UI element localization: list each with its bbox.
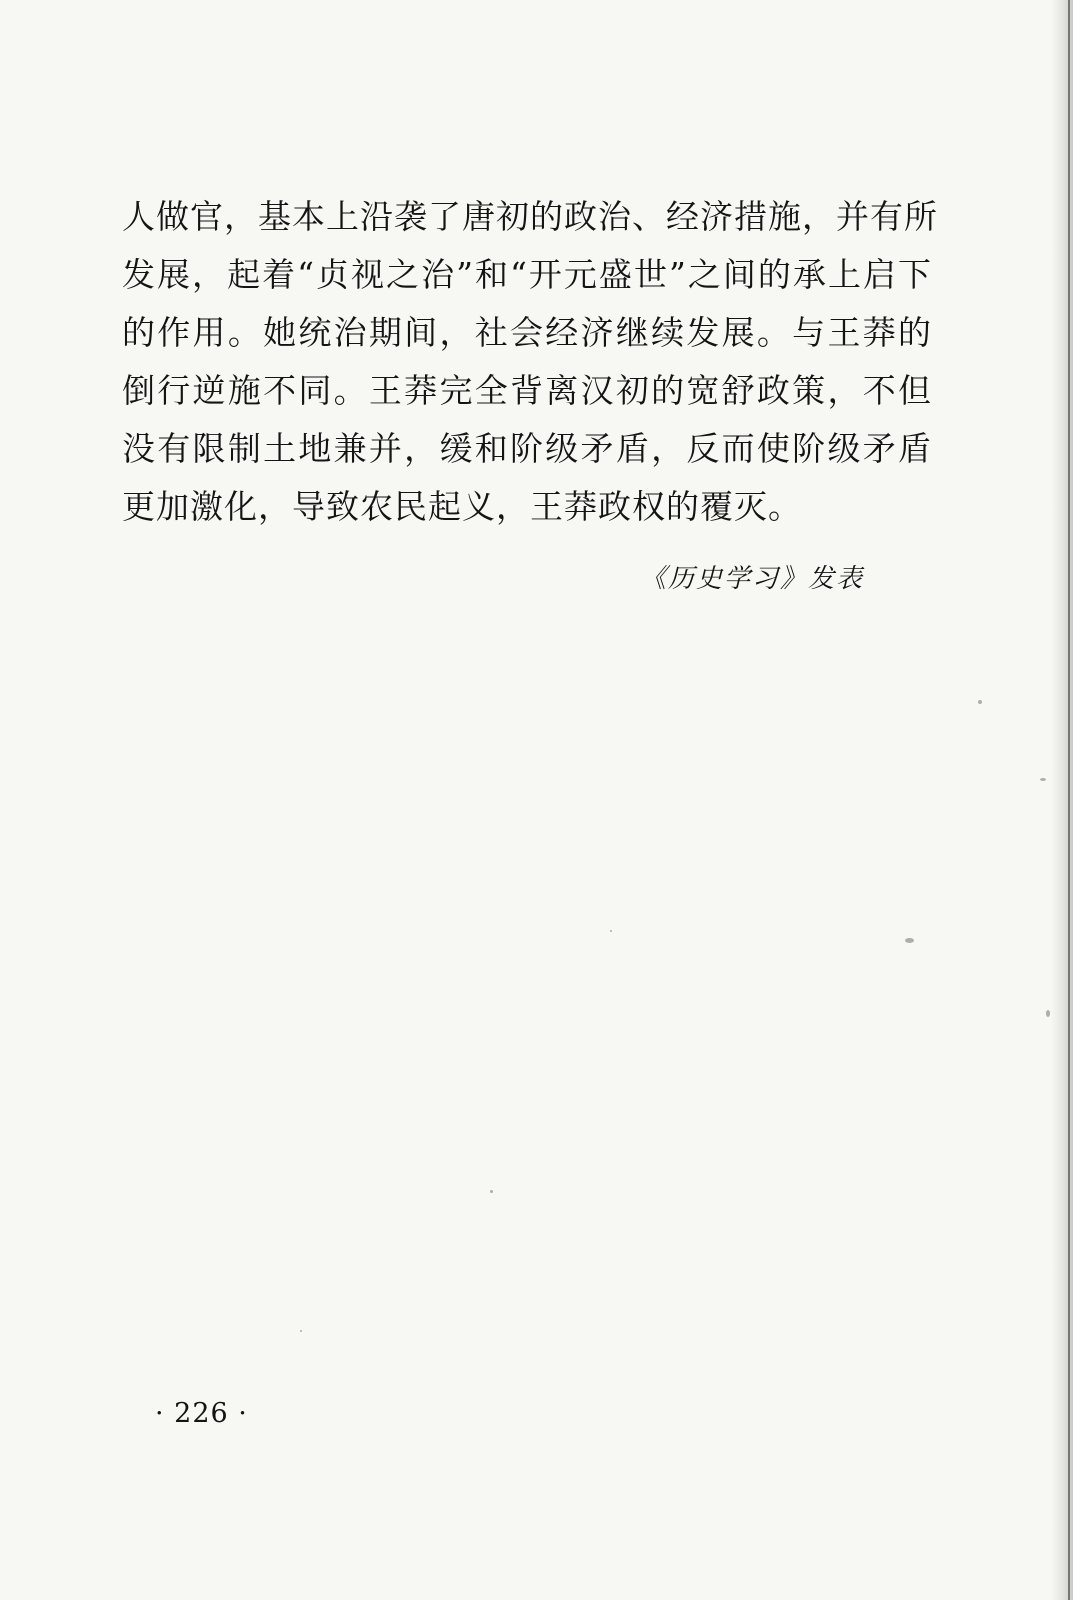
scan-speck [905, 938, 914, 943]
scan-speck [610, 930, 612, 932]
body-line-4: 倒行逆施不同。王莽完全背离汉初的宽舒政策，不但 [122, 371, 932, 410]
body-line-5: 没有限制土地兼并，缓和阶级矛盾，反而使阶级矛盾 [122, 429, 932, 468]
body-line-1: 人做官，基本上沿袭了唐初的政治、经济措施，并有所 [122, 197, 938, 236]
page-edge-line [1068, 0, 1070, 1600]
scan-speck [1040, 778, 1046, 781]
body-line-2: 发展，起着“贞视之治”和“开元盛世”之间的承上启下 [122, 255, 932, 294]
scan-speck [300, 1330, 302, 1332]
scan-speck [978, 700, 982, 704]
page-number: · 226 · [155, 1398, 248, 1429]
publication-source: 《历史学习》发表 [640, 564, 865, 594]
scan-speck [490, 1190, 493, 1193]
article-body [122, 188, 938, 536]
scan-speck [1046, 1010, 1050, 1017]
body-line-6: 更加激化，导致农民起义，王莽政权的覆灭。 [122, 487, 802, 526]
body-line-3: 的作用。她统治期间，社会经济继续发展。与王莽的 [122, 313, 932, 352]
